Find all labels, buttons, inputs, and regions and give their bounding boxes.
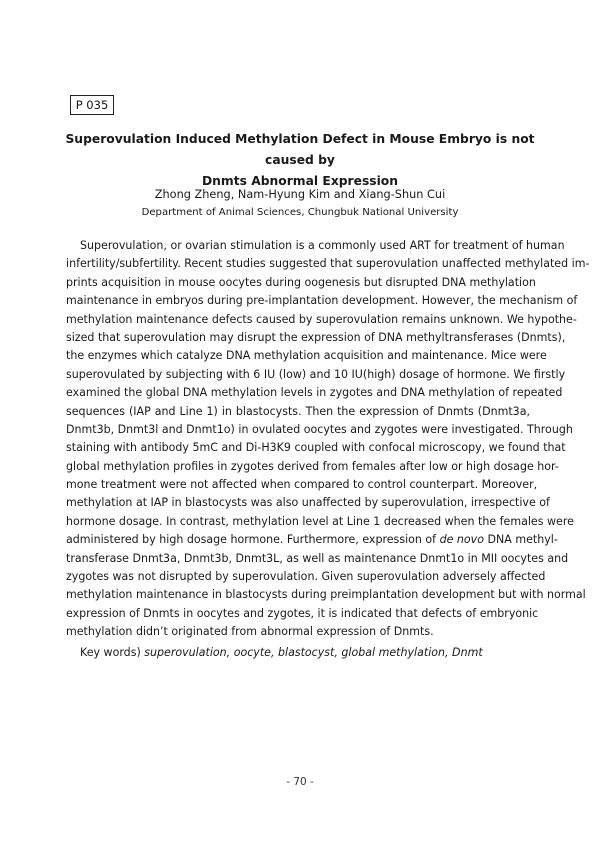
- abstract-line: maintenance in embryos during pre-implantation development. However, the mechanism of: [66, 294, 578, 308]
- abstract-line: expression of Dnmts in oocytes and zygotes, it is indicated that defects of embryonic: [66, 606, 539, 620]
- abstract-line: methylation at IAP in blastocysts was also unaffected by superovulation, irrespective of: [66, 496, 550, 510]
- page-number: - 70 -: [286, 776, 314, 788]
- abstract-line: transferase Dnmt3a, Dnmt3b, Dnmt3L, as well as maintenance Dnmt1o in MII oocytes and: [66, 551, 569, 565]
- italic-term: de novo: [439, 533, 484, 547]
- abstract-line: examined the global DNA methylation levels in zygotes and DNA methylation of repeated: [66, 386, 563, 400]
- abstract-line: methylation maintenance defects caused by superovulation remains unknown. We hypothe-: [66, 312, 577, 326]
- abstract-line: Superovulation, or ovarian stimulation is a commonly used ART for treatment of human: [80, 239, 565, 252]
- abstract-line: superovulated by subjecting with 6 IU (low) and 10 IU(high) dosage of hormone. We firstly: [66, 367, 566, 381]
- abstract-line: hormone dosage. In contrast, methylation level at Line 1 decreased when the females were: [66, 514, 574, 528]
- abstract-line: zygotes was not disrupted by superovulation. Given superovulation adversely affected: [66, 570, 546, 584]
- abstract-line: staining with antibody 5mC and Di-H3K9 coupled with confocal microscopy, we found that: [66, 441, 566, 455]
- title-line-1: Superovulation Induced Methylation Defect in Mouse Embryo is not caused by: [65, 132, 535, 167]
- abstract-body: [66, 237, 590, 642]
- poster-label: P 035: [70, 95, 114, 115]
- keywords-label: Key words): [80, 646, 141, 659]
- affiliation: Department of Animal Sciences, Chungbuk National University: [141, 207, 459, 218]
- keywords: [80, 644, 483, 662]
- abstract-line: methylation maintenance in blastocysts during preimplantation development but with normal: [66, 588, 586, 602]
- abstract-line: sequences (IAP and Line 1) in blastocysts. Then the expression of Dnmts (Dnmt3a,: [66, 404, 530, 418]
- abstract-line: global methylation profiles in zygotes derived from females after low or high dosage hor-: [66, 459, 559, 473]
- abstract-text: administered by high dosage hormone. Furthermore, expression of: [66, 533, 437, 547]
- abstract-line: the enzymes which catalyze DNA methylation acquisition and maintenance. Mice were: [66, 349, 547, 363]
- abstract-text: DNA methyl-: [487, 533, 558, 547]
- abstract-line: Dnmt3b, Dnmt3l and Dnmt1o) in ovulated oocytes and zygotes were investigated. Through: [66, 422, 573, 436]
- keywords-terms: superovulation, oocyte, blastocyst, global methylation, Dnmt: [144, 646, 483, 659]
- abstract-line: methylation didn’t originated from abnormal expression of Dnmts.: [66, 625, 434, 639]
- paper-title: [60, 129, 540, 192]
- authors: Zhong Zheng, Nam-Hyung Kim and Xiang-Shun Cui: [154, 188, 446, 201]
- abstract-line-with-italic: [66, 531, 558, 549]
- abstract-line: infertility/subfertility. Recent studies suggested that superovulation unaffected methylated im-: [66, 257, 590, 271]
- abstract-line: mone treatment were not affected when compared to control counterpart. Moreover,: [66, 478, 538, 492]
- title-line-2: Dnmts Abnormal Expression: [201, 174, 399, 188]
- abstract-line: prints acquisition in mouse oocytes during oogenesis but disrupted DNA methylation: [66, 275, 536, 289]
- abstract-line: sized that superovulation may disrupt the expression of DNA methyltransferases (Dnmts),: [66, 330, 566, 344]
